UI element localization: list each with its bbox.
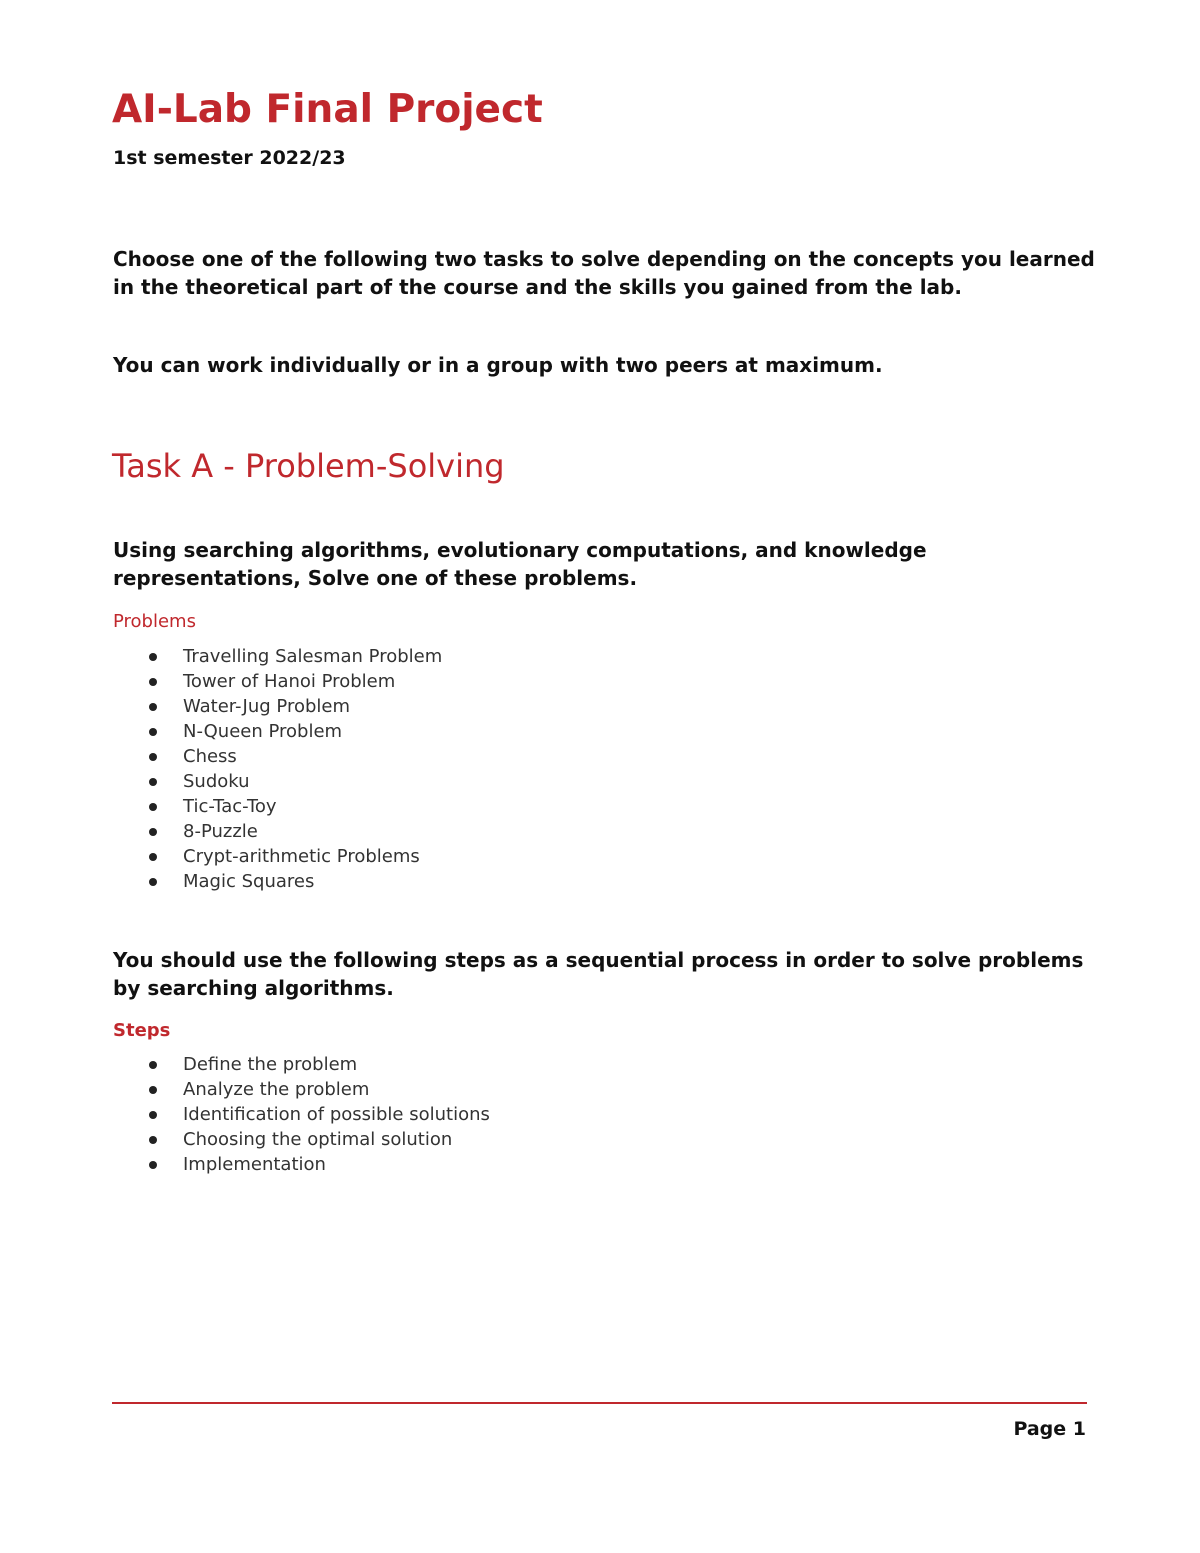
bullet-icon [149, 678, 157, 686]
problem-label: Sudoku [183, 771, 250, 792]
list-item [148, 869, 442, 894]
list-item [148, 1052, 490, 1077]
bullet-icon [149, 878, 157, 886]
problem-label: Travelling Salesman Problem [183, 646, 443, 667]
problem-label: 8-Puzzle [183, 821, 258, 842]
bullet-icon [149, 1111, 157, 1119]
list-item [148, 1077, 490, 1102]
bullet-icon [149, 803, 157, 811]
document-title: AI-Lab Final Project [112, 87, 543, 132]
bullet-icon [149, 653, 157, 661]
bullet-icon [149, 828, 157, 836]
bullet-icon [149, 728, 157, 736]
steps-intro: You should use the following steps as a sequential process in order to solve problems by searching algorithms. [113, 948, 1084, 1000]
bullet-icon [149, 1061, 157, 1069]
list-item [148, 1152, 490, 1177]
bullet-icon [149, 703, 157, 711]
list-item [148, 644, 442, 669]
task-a-description: Using searching algorithms, evolutionary computations, and knowledge representations, Solve one of these problems. [113, 538, 927, 590]
problems-heading: Problems [113, 611, 196, 632]
problem-label: Crypt-arithmetic Problems [183, 846, 420, 867]
steps-heading: Steps [113, 1020, 171, 1041]
bullet-icon [149, 1161, 157, 1169]
bullet-icon [149, 1086, 157, 1094]
problem-label: Magic Squares [183, 871, 315, 892]
intro-paragraph-2: You can work individually or in a group with two peers at maximum. [113, 353, 883, 377]
document-subtitle: 1st semester 2022/23 [113, 147, 346, 169]
problem-label: Water-Jug Problem [183, 696, 351, 717]
steps-list [148, 1052, 490, 1177]
problems-list [148, 644, 442, 894]
page-number: Page 1 [1013, 1418, 1086, 1440]
list-item [148, 844, 442, 869]
step-label: Choosing the optimal solution [183, 1129, 453, 1150]
footer-divider [112, 1402, 1087, 1404]
intro-paragraph-1: Choose one of the following two tasks to solve depending on the concepts you learned in the theoretical part of the course and the skills you gained from the lab. [113, 247, 1095, 299]
list-item [148, 819, 442, 844]
list-item [148, 669, 442, 694]
list-item [148, 1102, 490, 1127]
problem-label: Tic-Tac-Toy [183, 796, 277, 817]
bullet-icon [149, 753, 157, 761]
bullet-icon [149, 853, 157, 861]
list-item [148, 769, 442, 794]
step-label: Analyze the problem [183, 1079, 370, 1100]
bullet-icon [149, 1136, 157, 1144]
bullet-icon [149, 778, 157, 786]
list-item [148, 694, 442, 719]
list-item [148, 744, 442, 769]
step-label: Implementation [183, 1154, 326, 1175]
list-item [148, 794, 442, 819]
step-label: Identification of possible solutions [183, 1104, 490, 1125]
task-a-heading: Task A - Problem-Solving [112, 447, 505, 485]
problem-label: Tower of Hanoi Problem [183, 671, 396, 692]
step-label: Define the problem [183, 1054, 358, 1075]
list-item [148, 1127, 490, 1152]
problem-label: N-Queen Problem [183, 721, 343, 742]
problem-label: Chess [183, 746, 237, 767]
list-item [148, 719, 442, 744]
